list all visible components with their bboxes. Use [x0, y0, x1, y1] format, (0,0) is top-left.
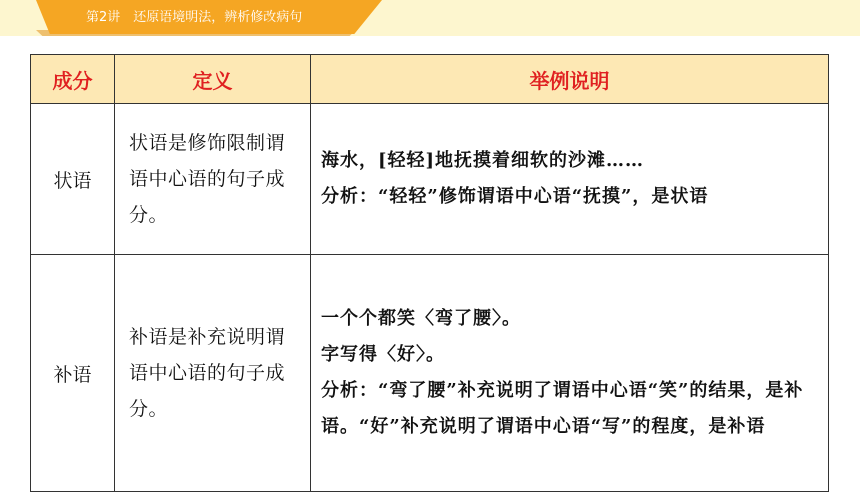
example-cell — [311, 104, 829, 255]
definition-cell: 补语是补充说明谓语中心语的句子成分。 — [115, 255, 311, 492]
term-cell: 补语 — [31, 255, 115, 492]
table-row-adverbial — [31, 104, 829, 255]
example-cell — [311, 255, 829, 492]
header-component: 成分 — [31, 55, 115, 104]
example-sentence: 字写得〈好〉。 — [321, 344, 445, 365]
example-analysis: 分析：“弯了腰”补充说明了谓语中心语“笑”的结果，是补语。“好”补充说明了谓语中心语“写”的程度，是补语 — [321, 380, 804, 437]
grammar-table — [30, 54, 829, 492]
lesson-title: 第2讲 还原语境明法，辨析修改病句 — [86, 10, 303, 25]
example-analysis: 分析：“轻轻”修饰谓语中心语“抚摸”，是状语 — [321, 186, 709, 207]
header-definition: 定义 — [115, 55, 311, 104]
example-sentence: 一个个都笑〈弯了腰〉。 — [321, 308, 521, 329]
term-cell: 状语 — [31, 104, 115, 255]
header-example: 举例说明 — [311, 55, 829, 104]
slide-header — [0, 0, 860, 40]
example-sentence: 海水，[轻轻]地抚摸着细软的沙滩…… — [321, 150, 645, 171]
table-header-row — [31, 55, 829, 104]
definition-cell: 状语是修饰限制谓语中心语的句子成分。 — [115, 104, 311, 255]
table-row-complement — [31, 255, 829, 492]
